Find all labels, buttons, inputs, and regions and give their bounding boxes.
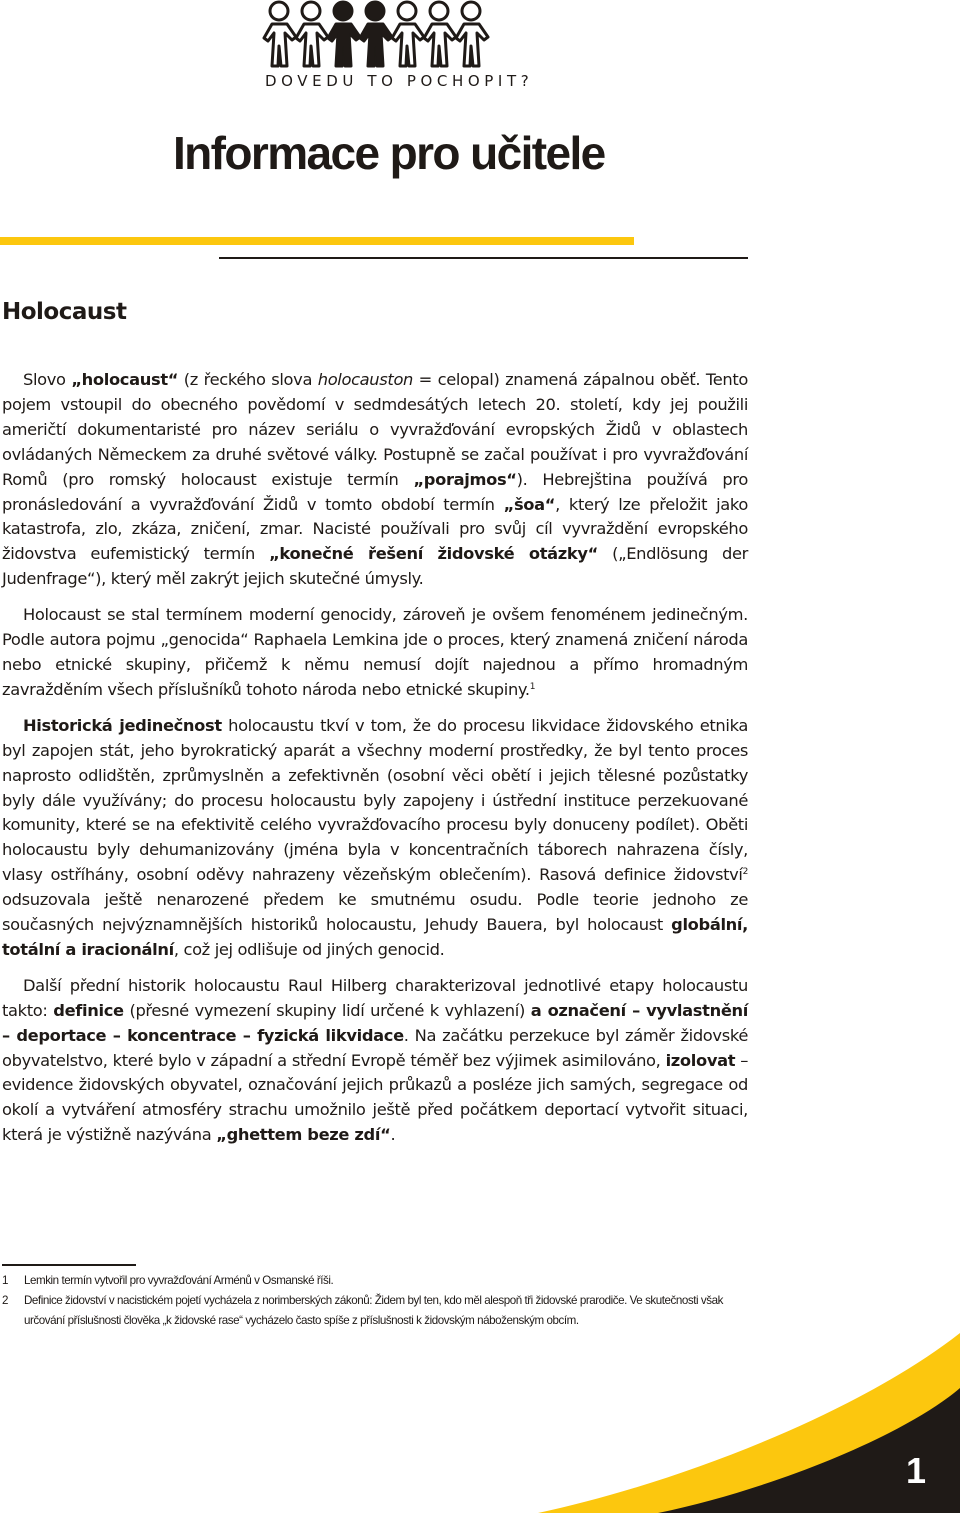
footnote	[2, 1271, 742, 1291]
text-run: , což jej odlišuje od jiných genocid.	[173, 939, 445, 959]
logo-text: DOVEDU TO POCHOPIT?	[265, 72, 534, 90]
text-run: „ghettem beze zdí“	[216, 1125, 391, 1145]
text-run: (z řeckého slova	[178, 370, 318, 389]
text-run: Slovo	[23, 370, 72, 389]
text-run: („Endlösung der Judenfrage“), který měl zakrýt jejich skutečné úmysly.	[2, 544, 749, 589]
text-run: , který lze přeložit jako katastrofa, zlo, zkáza, zničení, zmar. Nacisté používali pro svůj cíl vyvraždění evropského židovstva eufemistický termín	[2, 494, 748, 564]
text-run: . Na začátku perzekuce byl záměr židovské obyvatelstvo, které bylo v západní a střední Evropě téměř bez výjimek asimilováno,	[2, 1025, 749, 1070]
footnote-separator	[2, 1264, 136, 1266]
page-number: 1	[906, 1450, 927, 1491]
yellow-divider	[0, 237, 634, 245]
text-run: definice	[53, 1000, 124, 1020]
text-run: = celopal) znamená zápalnou oběť. Tento pojem vstoupil do obecného povědomí v sedmdesátých letech 20. století, kdy jej použili američtí dokumentaristé pro název seriálu o vyvražďování evropských Židů v oblastech ovládaných Německem za druhé světové války. Postupně se začal používat i pro vyvražďování Romů (pro romský holocaust existuje termín	[2, 370, 748, 489]
footnotes	[2, 1271, 742, 1331]
footnote-number: 2	[2, 1294, 8, 1307]
footnote	[2, 1291, 742, 1331]
text-run: holocaustu tkví v tom, že do procesu likvidace židovského etnika byl zapojen stát, jeho byrokratický aparát a všechny moderní prostředky, že byl tento proces naprosto odlidštěn, zprůmyslněn a zefektivněn (osobní věci obětí i jejich tělesné pozůstatky byly dále využívány; do procesu holocaustu byly zapojeny i ústřední instituce perzekuované komunity, které se na efektivitě celého vyvražďovacího procesu byly donuceny podílet). Oběti holocaustu byly dehumanizovány (jména byla v koncentračních táborech nahrazena čísly, vlasy ostříhány, osobní oděvy nahrazeny vězeňským oblečením). Rasová definice židovství	[2, 715, 748, 885]
text-run: Další přední historik holocaustu Raul Hilberg charakterizoval jednotlivé etapy holocaustu takto:	[2, 975, 748, 1020]
footnote-text: Definice židovství v nacistickém pojetí vycházela z norimberských zákonů: Židem byl ten, kdo měl alespoň tři židovské prarodiče. Ve skutečnosti však určování příslušnosti člověka „k židovské rase“ vycházelo často spíše z příslušnosti k židovským náboženským obcím.	[24, 1294, 723, 1327]
paper-chain-people-icon	[262, 0, 490, 72]
text-run: „šoa“	[503, 494, 556, 514]
footnote-ref: 2	[742, 867, 748, 878]
text-run: izolovat	[665, 1050, 736, 1070]
body-text	[2, 368, 748, 1159]
paragraph	[2, 603, 748, 703]
paragraph	[2, 714, 748, 963]
footnote-text: Lemkin termín vytvořil pro vyvražďování Arménů v Osmanské říši.	[24, 1274, 334, 1287]
text-run: odsuzovala ještě nenarozené předem ke smutnému osudu. Podle teorie jednoho ze současných nejvýznamnějších historiků holocaustu, Jehudy Bauera, byl holocaust	[2, 890, 748, 935]
text-run: „porajmos“	[413, 469, 517, 489]
section-title: Holocaust	[2, 299, 127, 325]
paragraph	[2, 368, 748, 592]
logo	[262, 0, 534, 100]
text-run: globální, totální a iracionální	[2, 915, 748, 959]
text-run: „konečné řešení židovské otázky“	[269, 544, 599, 564]
text-run: holocauston	[317, 370, 414, 389]
text-run: (přesné vymezení skupiny lidí určené k vyhlazení)	[123, 1000, 531, 1020]
corner-decoration	[538, 1333, 960, 1513]
footnote-number: 1	[2, 1274, 8, 1287]
text-run: – evidence židovských obyvatel, označování jejich průkazů a posléze jich samých, segregace od okolí a vytváření atmosféry strachu umožnilo ještě před počátkem deportací vytvořit situaci, která je výstižně nazývána	[2, 1050, 749, 1145]
footnote-ref: 1	[529, 681, 536, 692]
paragraph	[2, 974, 748, 1148]
text-run: Holocaust se stal termínem moderní genocidy, zároveň je ovšem fenoménem jedinečným. Podle autora pojmu „genocida“ Raphaela Lemkina jde o proces, který znamená zničení národa nebo etnické skupiny, přičemž k němu nemusí dojít najednou a přímo hromadným zavražděním všech příslušníků tohoto národa nebo etnické skupiny.	[2, 605, 748, 699]
dark-divider	[219, 257, 748, 259]
text-run: .	[390, 1125, 396, 1145]
text-run: ). Hebrejština používá pro pronásledování a vyvražďování Židů v tomto období termín	[2, 469, 748, 514]
page-title: Informace pro učitele	[173, 127, 605, 179]
text-run: „holocaust“	[71, 370, 179, 389]
text-run: a označení – vyvlastnění – deportace – koncentrace – fyzická likvidace	[2, 1000, 748, 1045]
text-run: Historická jedinečnost	[23, 715, 222, 735]
